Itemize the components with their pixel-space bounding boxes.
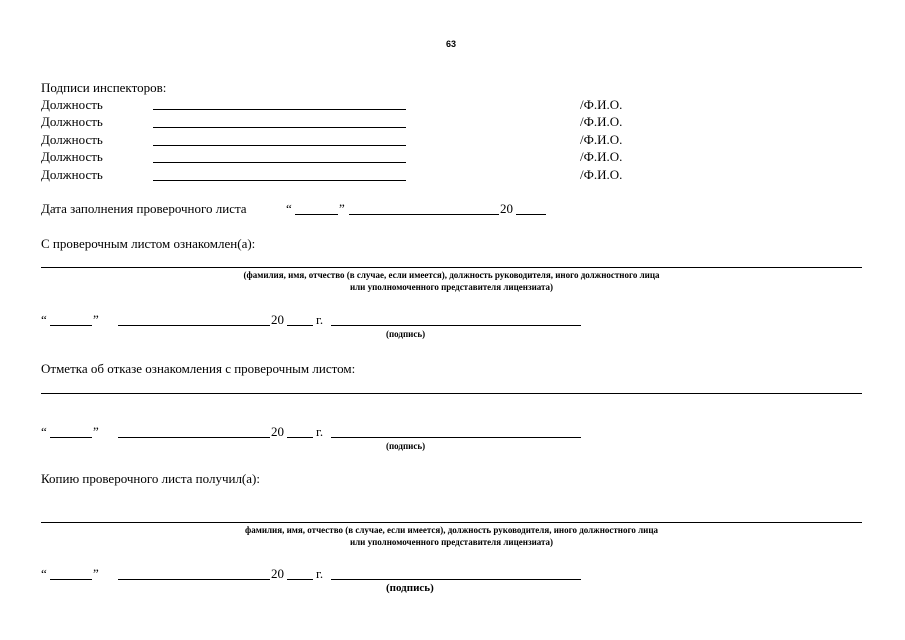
position-signature-line[interactable] bbox=[153, 162, 406, 163]
year-line[interactable] bbox=[516, 214, 546, 215]
year-line[interactable] bbox=[287, 579, 313, 580]
position-signature-line[interactable] bbox=[153, 127, 406, 128]
close-quote: ” bbox=[93, 312, 99, 327]
position-signature-line[interactable] bbox=[153, 109, 406, 110]
acquainted-caption-line2: или уполномоченного представителя лицензиата) bbox=[349, 282, 554, 292]
inspectors-heading: Подписи инспекторов: bbox=[41, 80, 167, 95]
year-suffix: г. bbox=[316, 566, 324, 581]
month-line[interactable] bbox=[118, 579, 270, 580]
month-line[interactable] bbox=[118, 437, 270, 438]
day-line[interactable] bbox=[50, 579, 92, 580]
year-suffix: г. bbox=[316, 424, 324, 439]
fio-label: /Ф.И.О. bbox=[580, 132, 623, 147]
copy-received-caption-line2: или уполномоченного представителя лицензиата) bbox=[349, 537, 554, 547]
year-suffix: г. bbox=[316, 312, 324, 327]
page-number: 63 bbox=[446, 39, 457, 49]
signature-line[interactable] bbox=[331, 579, 581, 580]
signature-line[interactable] bbox=[331, 437, 581, 438]
copy-received-heading: Копию проверочного листа получил(а): bbox=[41, 471, 260, 486]
position-label: Должность bbox=[41, 132, 103, 147]
acquainted-caption-line1: (фамилия, имя, отчество (в случае, если имеется), должность руководителя, иного должностного лица bbox=[243, 270, 660, 280]
month-line[interactable] bbox=[118, 325, 270, 326]
position-signature-line[interactable] bbox=[153, 180, 406, 181]
open-quote: “ bbox=[286, 201, 292, 216]
fio-label: /Ф.И.О. bbox=[580, 149, 623, 164]
signature-line[interactable] bbox=[331, 325, 581, 326]
acquainted-name-line[interactable] bbox=[41, 267, 862, 268]
position-label: Должность bbox=[41, 167, 103, 182]
copy-received-name-line[interactable] bbox=[41, 522, 862, 523]
year-prefix: 20 bbox=[271, 566, 284, 581]
open-quote: “ bbox=[41, 424, 47, 439]
fill-date-label: Дата заполнения проверочного листа bbox=[41, 201, 247, 216]
signature-caption: (подпись) bbox=[386, 329, 426, 339]
open-quote: “ bbox=[41, 312, 47, 327]
refusal-note-line[interactable] bbox=[41, 393, 862, 394]
signature-caption: (подпись) bbox=[386, 582, 434, 594]
position-label: Должность bbox=[41, 97, 103, 112]
position-signature-line[interactable] bbox=[153, 145, 406, 146]
year-prefix: 20 bbox=[271, 424, 284, 439]
year-prefix: 20 bbox=[500, 201, 513, 216]
fio-label: /Ф.И.О. bbox=[580, 167, 623, 182]
copy-received-caption-line1: фамилия, имя, отчество (в случае, если имеется), должность руководителя, иного должностного лица bbox=[244, 525, 659, 535]
close-quote: ” bbox=[93, 424, 99, 439]
day-line[interactable] bbox=[50, 325, 92, 326]
position-label: Должность bbox=[41, 114, 103, 129]
day-line[interactable] bbox=[295, 214, 338, 215]
year-line[interactable] bbox=[287, 325, 313, 326]
close-quote: ” bbox=[93, 566, 99, 581]
year-line[interactable] bbox=[287, 437, 313, 438]
open-quote: “ bbox=[41, 566, 47, 581]
fio-label: /Ф.И.О. bbox=[580, 97, 623, 112]
refusal-heading: Отметка об отказе ознакомления с проверочным листом: bbox=[41, 361, 356, 376]
year-prefix: 20 bbox=[271, 312, 284, 327]
signature-caption: (подпись) bbox=[386, 441, 426, 451]
fio-label: /Ф.И.О. bbox=[580, 114, 623, 129]
close-quote: ” bbox=[339, 201, 345, 216]
month-line[interactable] bbox=[349, 214, 499, 215]
acquainted-heading: С проверочным листом ознакомлен(а): bbox=[41, 236, 256, 251]
position-label: Должность bbox=[41, 149, 103, 164]
day-line[interactable] bbox=[50, 437, 92, 438]
